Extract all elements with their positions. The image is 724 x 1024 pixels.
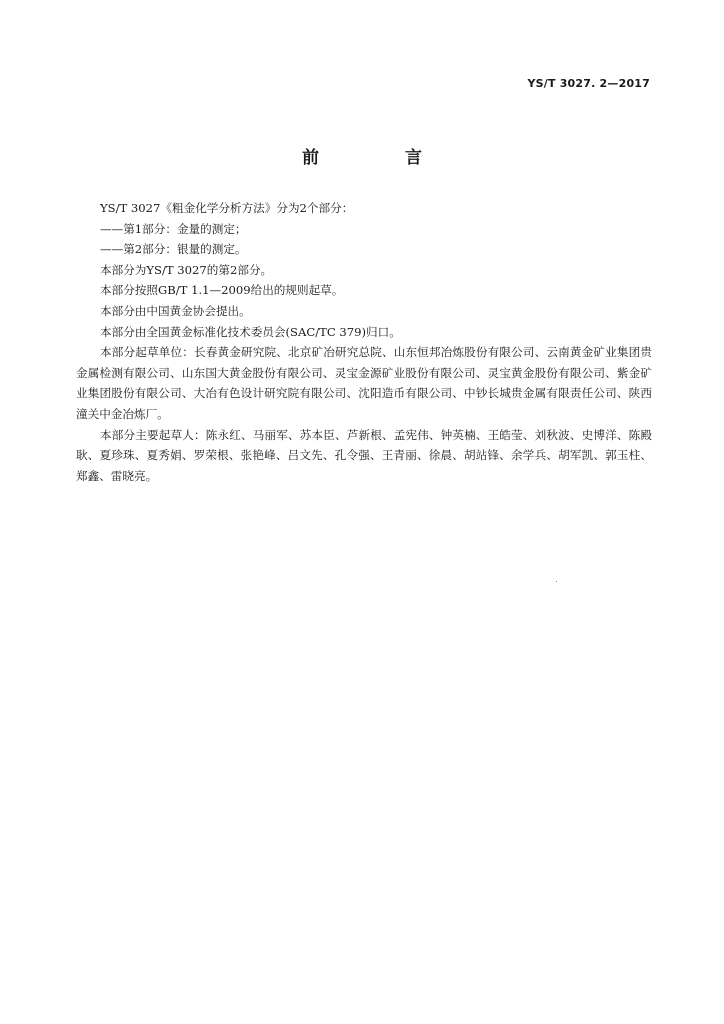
paragraph-drafting-units: 本部分起草单位：长春黄金研究院、北京矿冶研究总院、山东恒邦冶炼股份有限公司、云南黄金矿业集团贵金属检测有限公司、山东国大黄金股份有限公司、灵宝金源矿业股份有限公司、灵宝黄金股份有限公司、紫金矿业集团股份有限公司、大冶有色设计研究院有限公司、沈阳造币有限公司、中钞长城贵金属有限责任公司、陕西潼关中金冶炼厂。 — [76, 345, 652, 421]
paragraph-committee: 本部分由全国黄金标准化技术委员会(SAC/TC 379)归口。 — [100, 324, 401, 339]
foreword-body — [76, 198, 652, 486]
standard-code: YS/T 3027. 2—2017 — [527, 77, 650, 90]
paragraph-part-2: ——第2部分：银量的测定。 — [100, 242, 247, 257]
paragraph-this-part: 本部分为YS/T 3027的第2部分。 — [100, 262, 273, 277]
paragraph-drafters: 本部分主要起草人：陈永红、马丽军、苏本臣、芦新根、孟宪伟、钟英楠、王皓莹、刘秋波、史博洋、陈殿耿、夏珍珠、夏秀娟、罗荣根、张艳峰、吕文先、孔令强、王青丽、徐晨、胡站锋、余学兵、胡军凯、郭玉柱、郑鑫、雷晓亮。 — [76, 427, 652, 483]
paragraph-drafting-rules: 本部分按照GB/T 1.1—2009给出的规则起草。 — [100, 283, 344, 298]
paragraph-parts-intro: YS/T 3027《粗金化学分析方法》分为2个部分： — [100, 201, 354, 215]
paragraph-proposer: 本部分由中国黄金协会提出。 — [100, 303, 251, 318]
paragraph-part-1: ——第1部分：金量的测定； — [100, 221, 247, 236]
scan-speck — [556, 581, 557, 582]
page-title: 前 言 — [302, 148, 462, 168]
